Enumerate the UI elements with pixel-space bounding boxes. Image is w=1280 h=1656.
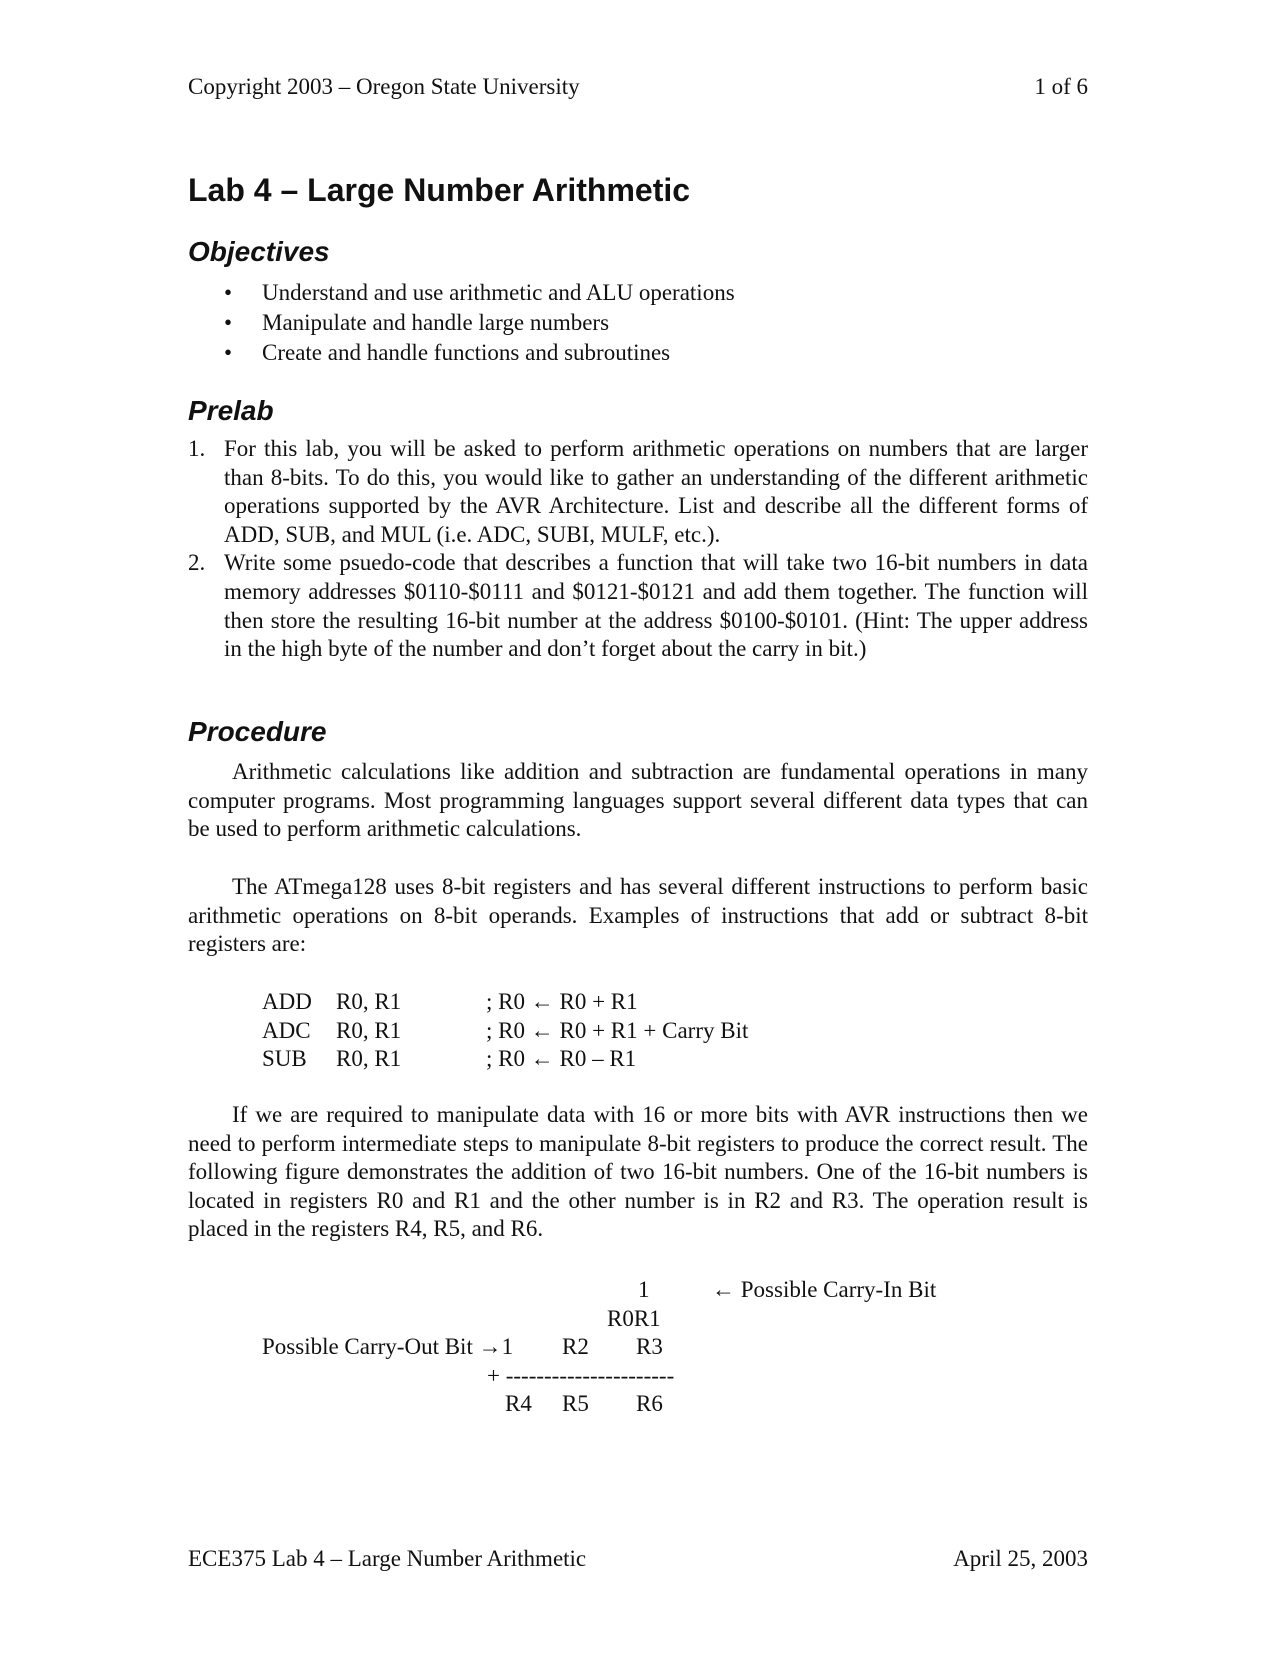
carry-out-label: Possible Carry-Out Bit →1 xyxy=(262,1334,514,1359)
prelab-item xyxy=(188,549,1088,663)
result-r6: R6 xyxy=(636,1391,663,1416)
instruction-opcode: ADC xyxy=(262,1017,311,1043)
footer-title: ECE375 Lab 4 – Large Number Arithmetic xyxy=(188,1546,587,1571)
prelab-heading: Prelab xyxy=(188,395,274,426)
prelab-item xyxy=(188,435,1088,549)
instruction-row xyxy=(262,1045,748,1074)
prelab-list xyxy=(188,435,1088,664)
instruction-row xyxy=(262,988,748,1017)
instruction-operands: R0, R1 xyxy=(336,989,402,1014)
page-header xyxy=(188,74,1088,100)
objectives-heading: Objectives xyxy=(188,236,330,267)
instruction-comment: ; R0 ← R0 – R1 xyxy=(486,1046,637,1072)
instruction-comment: ; R0 ← R0 + R1 + Carry Bit xyxy=(486,1017,749,1043)
operand-r2: R2 xyxy=(562,1334,589,1359)
bullet-icon: • xyxy=(224,310,233,335)
procedure-paragraph-1: Arithmetic calculations like addition and subtraction are fundamental operations in many computer programs. Most programming languages support several different data types that can be used to perform arithmetic calculations. xyxy=(188,759,1088,842)
prelab-item-text: For this lab, you will be asked to perform arithmetic operations on numbers that are larger than 8-bits. To do this, you would like to gather an understanding of the different arithmetic operations supported by the AVR Architecture. List and describe all the different forms of ADD, SUB, and MUL (i.e. ADC, SUBI, MULF, etc.). xyxy=(224,436,1088,547)
objective-item: • Create and handle functions and subroutines xyxy=(188,338,1088,368)
objective-item: • Manipulate and handle large numbers xyxy=(188,308,1088,338)
instruction-comment: ; R0 ← R0 + R1 xyxy=(486,989,638,1014)
operand-r3: R3 xyxy=(636,1334,663,1359)
procedure-paragraph-3: If we are required to manipulate data with 16 or more bits with AVR instructions then we need to perform intermediate steps to manipulate 8-bit registers to produce the correct result. The following figure demonstrates the addition of two 16-bit numbers. One of the 16-bit numbers is located in registers R0 and R1 and the other number is in R2 and R3. The operation result is placed in the registers R4, R5, and R6. xyxy=(188,1102,1088,1242)
header-page-number: 1 of 6 xyxy=(1034,74,1088,99)
header-copyright: Copyright 2003 – Oregon State University xyxy=(188,74,580,99)
page-footer xyxy=(188,1546,1088,1572)
prelab-item-text: Write some psuedo-code that describes a function that will take two 16-bit numbers in data memory addresses $0110-$0111 and $0121-$0121 and add them together. The function will then store the resulting 16-bit number at the address $0100-$0101. (Hint: The upper address in the high byte of the number and don’t forget about the carry in bit.) xyxy=(224,550,1088,662)
instruction-operands: R0, R1 xyxy=(336,1017,402,1043)
operand-r0r1: R0R1 xyxy=(607,1306,661,1331)
result-r4: R4 xyxy=(505,1391,532,1416)
objective-item: • Understand and use arithmetic and ALU operations xyxy=(188,278,1088,308)
instruction-row xyxy=(262,1017,748,1046)
instruction-opcode: ADD xyxy=(262,989,312,1014)
carry-in-label: ← Possible Carry-In Bit xyxy=(712,1277,937,1302)
bullet-icon: • xyxy=(224,340,233,365)
plus-separator-line: + ---------------------- xyxy=(487,1363,675,1388)
prelab-item-number: 2. xyxy=(188,550,206,576)
bullet-icon: • xyxy=(224,280,233,305)
footer-date: April 25, 2003 xyxy=(953,1546,1088,1571)
instruction-opcode: SUB xyxy=(262,1046,307,1072)
instruction-examples xyxy=(262,988,748,1074)
document-title: Lab 4 – Large Number Arithmetic xyxy=(188,172,691,208)
result-r5: R5 xyxy=(562,1391,589,1416)
prelab-item-number: 1. xyxy=(188,436,206,461)
objectives-list xyxy=(188,278,1088,368)
instruction-operands: R0, R1 xyxy=(336,1046,402,1072)
procedure-heading: Procedure xyxy=(188,716,327,747)
procedure-paragraph-2: The ATmega128 uses 8-bit registers and has several different instructions to perform basic arithmetic operations on 8-bit operands. Examples of instructions that add or subtract 8-bit registers are: xyxy=(188,874,1088,957)
carry-in-value: 1 xyxy=(638,1277,650,1302)
